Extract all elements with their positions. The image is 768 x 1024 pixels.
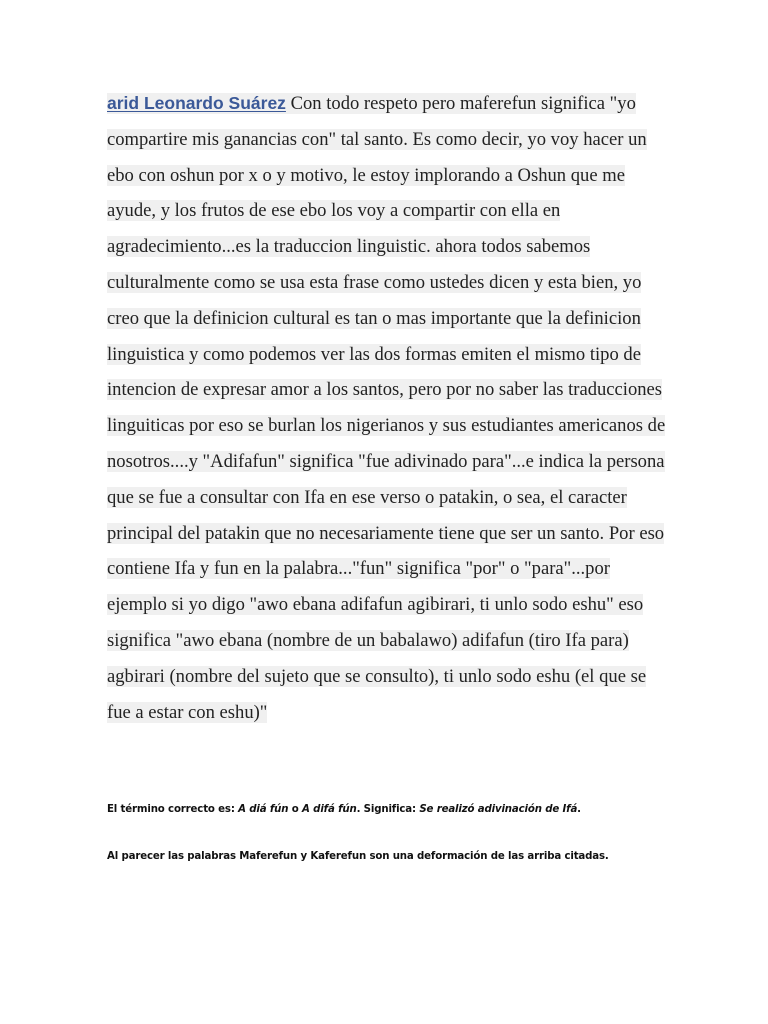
deformation-note: Al parecer las palabras Maferefun y Kaferefun son una deformación de las arriba citadas. bbox=[107, 851, 609, 862]
note-middle: . Significa: bbox=[356, 804, 420, 815]
note-prefix: El término correcto es: bbox=[107, 804, 239, 815]
correct-term-note bbox=[107, 804, 581, 815]
term-a-difa-fun: A difá fún bbox=[302, 804, 357, 815]
author-link[interactable]: arid Leonardo Suárez bbox=[107, 93, 286, 113]
comment-paragraph bbox=[107, 86, 667, 730]
comment-text: Con todo respeto pero maferefun significa "yo compartire mis ganancias con" tal santo. Es como decir, yo voy hacer un ebo con oshun por x o y motivo, le estoy implorando a Oshun que me ayude, y los frutos de ese ebo los voy a compartir con ella en agradecimiento...es la traduccion linguistic. ahora todos sabemos culturalmente como se usa esta frase como ustedes dicen y esta bien, yo creo que la definicion cultural es tan o mas importante que la definicion linguistica y como podemos ver las dos formas emiten el mismo tipo de intencion de expresar amor a los santos, pero por no saber las traducciones linguiticas por eso se burlan los nigerianos y sus estudiantes americanos de nosotros....y "Adifafun" significa "fue adivinado para"...e indica la persona que se fue a consultar con Ifa en ese verso o patakin, o sea, el caracter principal del patakin que no necesariamente tiene que ser un santo. Por eso contiene Ifa y fun en la palabra..."fun" significa "por" o "para"...por ejemplo si yo digo "awo ebana adifafun agibirari, ti unlo sodo eshu" eso significa "awo ebana (nombre de un babalawo) adifafun (tiro Ifa para) agbirari (nombre del sujeto que se consulto), ti unlo sodo eshu (el que se fue a estar con eshu)" bbox=[107, 93, 666, 723]
note-connector: o bbox=[288, 804, 303, 815]
comment-highlight bbox=[107, 93, 665, 723]
term-meaning: Se realizó adivinación de Ifá bbox=[419, 804, 578, 815]
note-end: . bbox=[577, 804, 581, 815]
term-a-dia-fun: A diá fún bbox=[238, 804, 289, 815]
comment-block bbox=[107, 86, 667, 730]
